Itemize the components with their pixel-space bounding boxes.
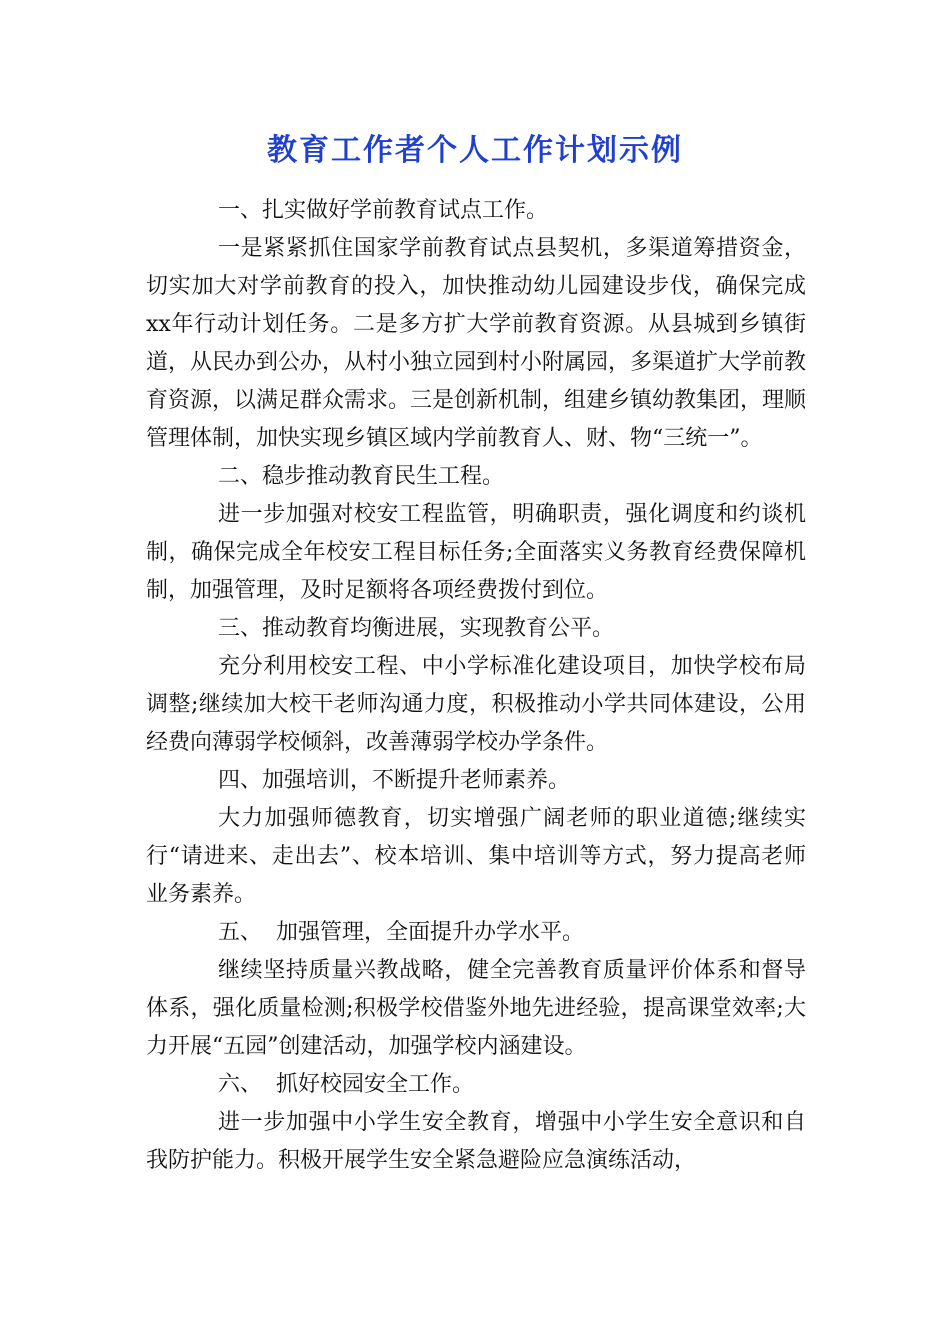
section-heading-1: 一、扎实做好学前教育试点工作。 bbox=[218, 198, 549, 223]
paragraph: 继续坚持质量兴教战略，健全完善教育质量评价体系和督导体系，强化质量检测;积极学校借鉴外地先进经验，提高课堂效率;大力开展“五园”创建活动，加强学校内涵建设。 bbox=[146, 958, 806, 1059]
paragraph: 进一步加强中小学生安全教育，增强中小学生安全意识和自我防护能力。积极开展学生安全紧急避险应急演练活动， bbox=[146, 1110, 806, 1173]
section-heading-4: 四、加强培训，不断提升老师素养。 bbox=[218, 768, 571, 793]
section-heading-6: 六、 抓好校园安全工作。 bbox=[218, 1072, 474, 1097]
paragraph: 进一步加强对校安工程监管，明确职责，强化调度和约谈机制，确保完成全年校安工程目标任务;全面落实义务教育经费保障机制，加强管理，及时足额将各项经费拨付到位。 bbox=[146, 502, 806, 603]
paragraph: 一是紧紧抓住国家学前教育试点县契机，多渠道筹措资金，切实加大对学前教育的投入，加快推动幼儿园建设步伐，确保完成xx年行动计划任务。二是多方扩大学前教育资源。从县城到乡镇街道，从民办到公办，从村小独立园到村小附属园，多渠道扩大学前教育资源，以满足群众需求。三是创新机制，组建乡镇幼教集团，理顺管理体制，加快实现乡镇区域内学前教育人、财、物“三统一”。 bbox=[146, 236, 807, 451]
paragraph: 大力加强师德教育，切实增强广阔老师的职业道德;继续实行“请进来、走出去”、校本培训、集中培训等方式，努力提高老师业务素养。 bbox=[146, 806, 806, 907]
section-heading-2: 二、稳步推动教育民生工程。 bbox=[218, 464, 505, 489]
section-heading-3: 三、推动教育均衡进展，实现教育公平。 bbox=[218, 616, 615, 641]
document-title: 教育工作者个人工作计划示例 bbox=[267, 133, 683, 168]
section-heading-5: 五、 加强管理，全面提升办学水平。 bbox=[218, 920, 584, 945]
document-body bbox=[146, 192, 806, 1180]
paragraph: 充分利用校安工程、中小学标准化建设项目，加快学校布局调整;继续加大校干老师沟通力度，积极推动小学共同体建设，公用经费向薄弱学校倾斜，改善薄弱学校办学条件。 bbox=[146, 654, 806, 755]
